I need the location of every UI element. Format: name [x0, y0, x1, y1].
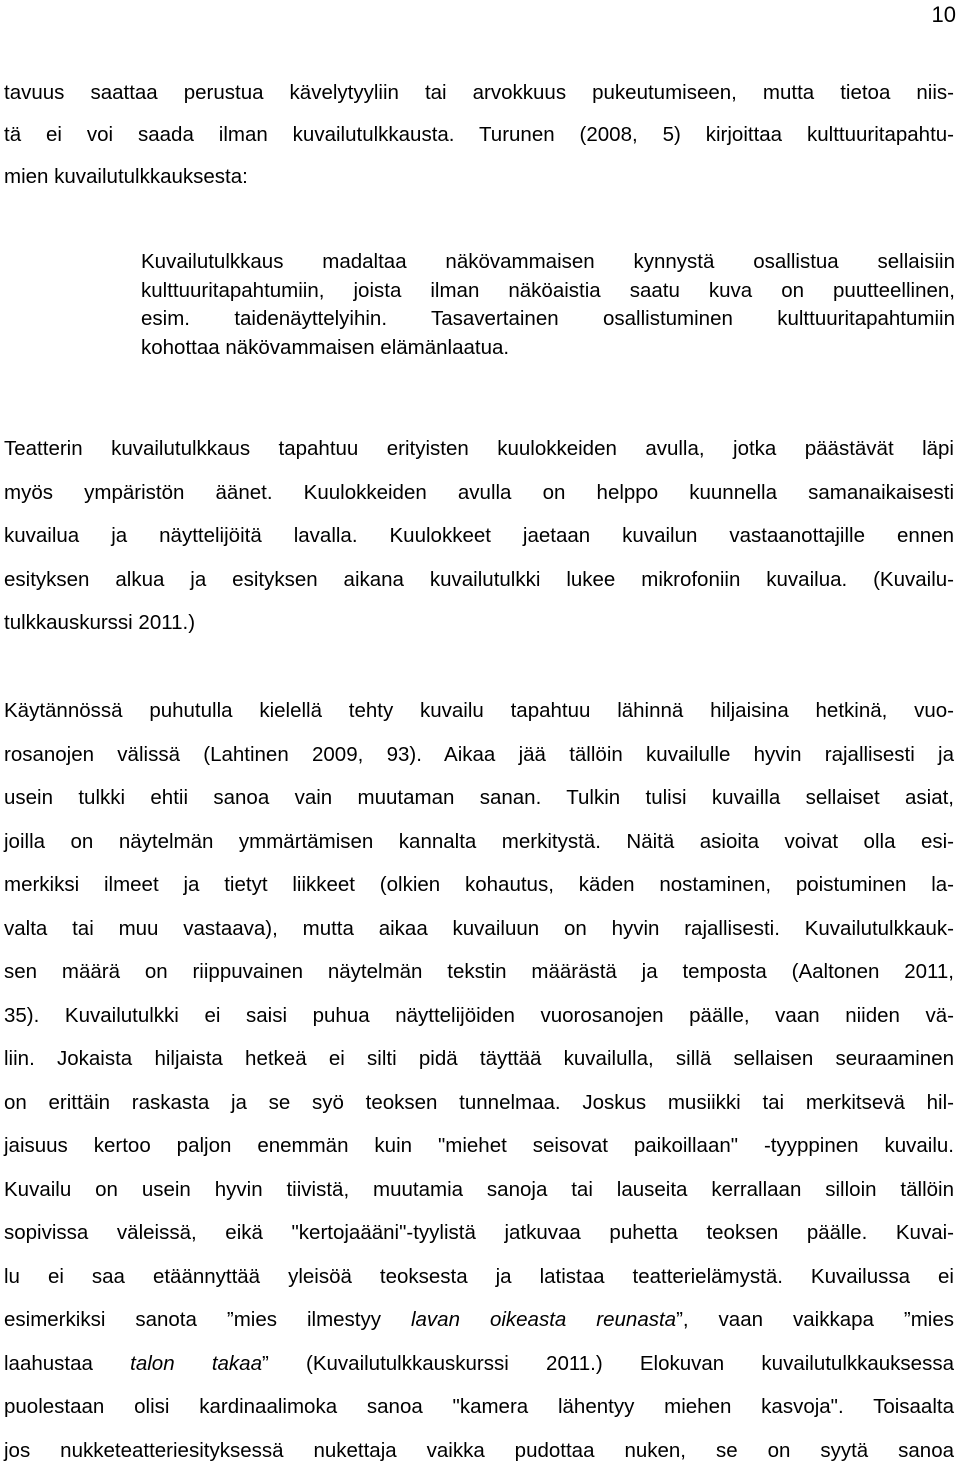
quote-line: kulttuuritapahtumiin, joista ilman näköaistia saatu kuva on puutteellinen, [141, 277, 955, 306]
text-line: Käytännössä puhutulla kielellä tehty kuvailu tapahtuu lähinnä hiljaisina hetkinä, vuo- [4, 689, 954, 733]
line-segment: ” (Kuvailutulkkauskurssi 2011.) Elokuvan kuvailutulkkauksessa [262, 1352, 954, 1375]
text-line: rosanojen välissä (Lahtinen 2009, 93). Aikaa jää tällöin kuvailulle hyvin rajallisesti ja [4, 733, 954, 777]
line-segment: laahustaa [4, 1352, 130, 1375]
quote-line: kohottaa näkövammaisen elämänlaatua. [141, 334, 955, 363]
text-line: Teatterin kuvailutulkkaus tapahtuu erityisten kuulokkeiden avulla, jotka päästävät läpi [4, 427, 954, 471]
text-line: myös ympäristön äänet. Kuulokkeiden avulla on helppo kuunnella samanaikaisesti [4, 471, 954, 515]
italic-phrase: lavan oikeasta reunasta [411, 1308, 676, 1331]
line-segment: esimerkiksi sanota ”mies ilmestyy [4, 1308, 411, 1331]
line-segment: ”, vaan vaikkapa ”mies [676, 1308, 954, 1331]
quote-line: Kuvailutulkkaus madaltaa näkövammaisen kynnystä osallistua sellaisiin [141, 248, 955, 277]
text-line: on erittäin raskasta ja se syö teoksen tunnelmaa. Joskus musiikki tai merkitsevä hil- [4, 1081, 954, 1125]
block-quote [141, 248, 955, 362]
text-line: puolestaan olisi kardinaalimoka sanoa "kamera lähentyy miehen kasvoja". Toisaalta [4, 1385, 954, 1429]
paragraph-theatre-headphones [4, 427, 954, 645]
text-line [4, 1298, 954, 1342]
text-line: jaisuus kertoo paljon enemmän kuin "miehet seisovat paikoillaan" -tyyppinen kuvailu. [4, 1124, 954, 1168]
text-line: sen määrä on riippuvainen näytelmän tekstin määrästä ja temposta (Aaltonen 2011, [4, 950, 954, 994]
text-line: usein tulkki ehtii sanoa vain muutaman sanan. Tulkin tulisi kuvailla sellaiset asiat, [4, 776, 954, 820]
text-line: mien kuvailutulkkauksesta: [4, 156, 954, 198]
text-line: valta tai muu vastaava), mutta aikaa kuvailuun on hyvin rajallisesti. Kuvailutulkkauk- [4, 907, 954, 951]
text-line: jos nukketeatteriesityksessä nukettaja vaikka pudottaa nuken, se on syytä sanoa [4, 1429, 954, 1472]
text-line: tavuus saattaa perustua kävelytyyliin tai arvokkuus pukeutumiseen, mutta tietoa niis- [4, 72, 954, 114]
text-line: esityksen alkua ja esityksen aikana kuvailutulkki lukee mikrofoniin kuvailua. (Kuvailu- [4, 558, 954, 602]
text-line: tulkkauskurssi 2011.) [4, 601, 954, 645]
page-number: 10 [932, 2, 956, 28]
paragraph-intro [4, 72, 954, 198]
text-line: tä ei voi saada ilman kuvailutulkkausta. Turunen (2008, 5) kirjoittaa kulttuuritapahtu- [4, 114, 954, 156]
text-line: Kuvailu on usein hyvin tiivistä, muutamia sanoja tai lauseita kerrallaan silloin tällöin [4, 1168, 954, 1212]
text-line: liin. Jokaista hiljaista hetkeä ei silti pidä täyttää kuvailulla, sillä sellaisen seuraaminen [4, 1037, 954, 1081]
text-line: 35). Kuvailutulkki ei saisi puhua näyttelijöiden vuorosanojen päälle, vaan niiden vä- [4, 994, 954, 1038]
text-line: lu ei saa etäännyttää yleisöä teoksesta ja latistaa teatterielämystä. Kuvailussa ei [4, 1255, 954, 1299]
text-line [4, 1342, 954, 1386]
quote-line: esim. taidenäyttelyihin. Tasavertainen osallistuminen kulttuuritapahtumiin [141, 305, 955, 334]
text-line: sopivissa väleissä, eikä "kertojaääni"-tyylistä jatkuvaa puhetta teoksen päälle. Kuvai- [4, 1211, 954, 1255]
text-line: kuvailua ja näyttelijöitä lavalla. Kuulokkeet jaetaan kuvailun vastaanottajille ennen [4, 514, 954, 558]
italic-phrase: talon takaa [130, 1352, 262, 1375]
text-line: joilla on näytelmän ymmärtämisen kannalta merkitystä. Näitä asioita voivat olla esi- [4, 820, 954, 864]
text-line: merkiksi ilmeet ja tietyt liikkeet (olkien kohautus, käden nostaminen, poistuminen la- [4, 863, 954, 907]
paragraph-spoken-description [4, 689, 954, 1472]
